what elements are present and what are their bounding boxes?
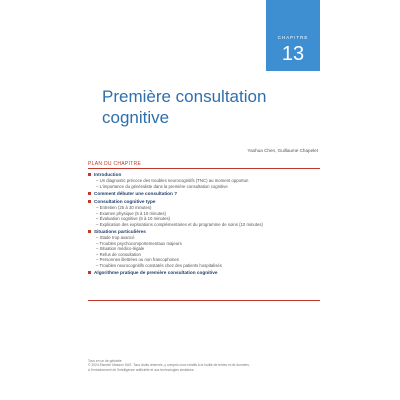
section-bullet-icon	[88, 200, 91, 203]
plan-section-title: Introduction	[94, 172, 122, 177]
plan-top-divider	[88, 168, 320, 169]
footer-line: à l'entraînement de l'intelligence artificielle et aux technologies similaires.	[88, 367, 195, 372]
plan-subitem: – Explication des explorations complémentaires et du programme de soins (10 minutes)	[88, 222, 320, 228]
chapter-badge	[266, 0, 320, 71]
copyright-footer	[88, 359, 318, 372]
plan-subitem: – Entretien (25 à 30 minutes)	[88, 205, 320, 211]
plan-section	[88, 171, 320, 189]
chapter-label: CHAPITRE	[277, 35, 309, 40]
plan-section	[88, 198, 320, 227]
plan-subitem: – Situation médico-légale	[88, 246, 320, 252]
plan-section-title: Comment débuter une consultation ?	[94, 191, 178, 196]
section-bullet-icon	[88, 230, 91, 233]
plan-section-title: Consultation cognitive type	[94, 199, 156, 204]
chapter-number: 13	[281, 43, 305, 65]
plan-subitem: – Évaluation cognitive (5 à 10 minutes)	[88, 216, 320, 222]
page-title	[102, 86, 322, 128]
footer-line: Tous en un de gériatrie	[88, 359, 122, 363]
plan-heading: PLAN DU CHAPITRE	[88, 161, 142, 167]
page-title-line-2: cognitive	[102, 108, 170, 127]
plan-subitem: – Un diagnostic précoce des troubles neurocognitifs (TNC) au moment opportun	[88, 178, 320, 184]
section-bullet-icon	[88, 173, 91, 176]
footer-line: © 2024 Elsevier Masson SAS. Tous droits réservés, y compris ceux relatifs à la fouille de textes et de données,	[88, 363, 250, 368]
plan-section-title: Situations particulières	[94, 229, 146, 234]
plan-bottom-divider	[88, 300, 320, 301]
plan-subitem: – L'importance du généraliste dans la première consultation cognitive	[88, 184, 320, 190]
plan-section	[88, 190, 320, 197]
plan-subitem: – Personnes illettrées ou non francophones	[88, 257, 320, 263]
plan-subitem: – Troubles neurocognitifs constatés chez des patients hospitalisés	[88, 263, 320, 269]
plan-section	[88, 228, 320, 268]
section-bullet-icon	[88, 271, 91, 274]
plan-subitem: – Troubles psychocomportementaux majeurs	[88, 241, 320, 247]
chapter-plan	[88, 171, 320, 276]
plan-subitem: – Examen physique (5 à 10 minutes)	[88, 211, 320, 217]
plan-subitem: – Stade trop avancé	[88, 235, 320, 241]
authors: Yaohua Chen, Guillaume Chapelet	[247, 148, 318, 153]
section-bullet-icon	[88, 192, 91, 195]
plan-subitem: – Refus de consultation	[88, 252, 320, 258]
page-title-line-1: Première consultation	[102, 87, 267, 106]
plan-section-title: Algorithme pratique de première consultation cognitive	[94, 270, 218, 275]
plan-section	[88, 269, 320, 276]
